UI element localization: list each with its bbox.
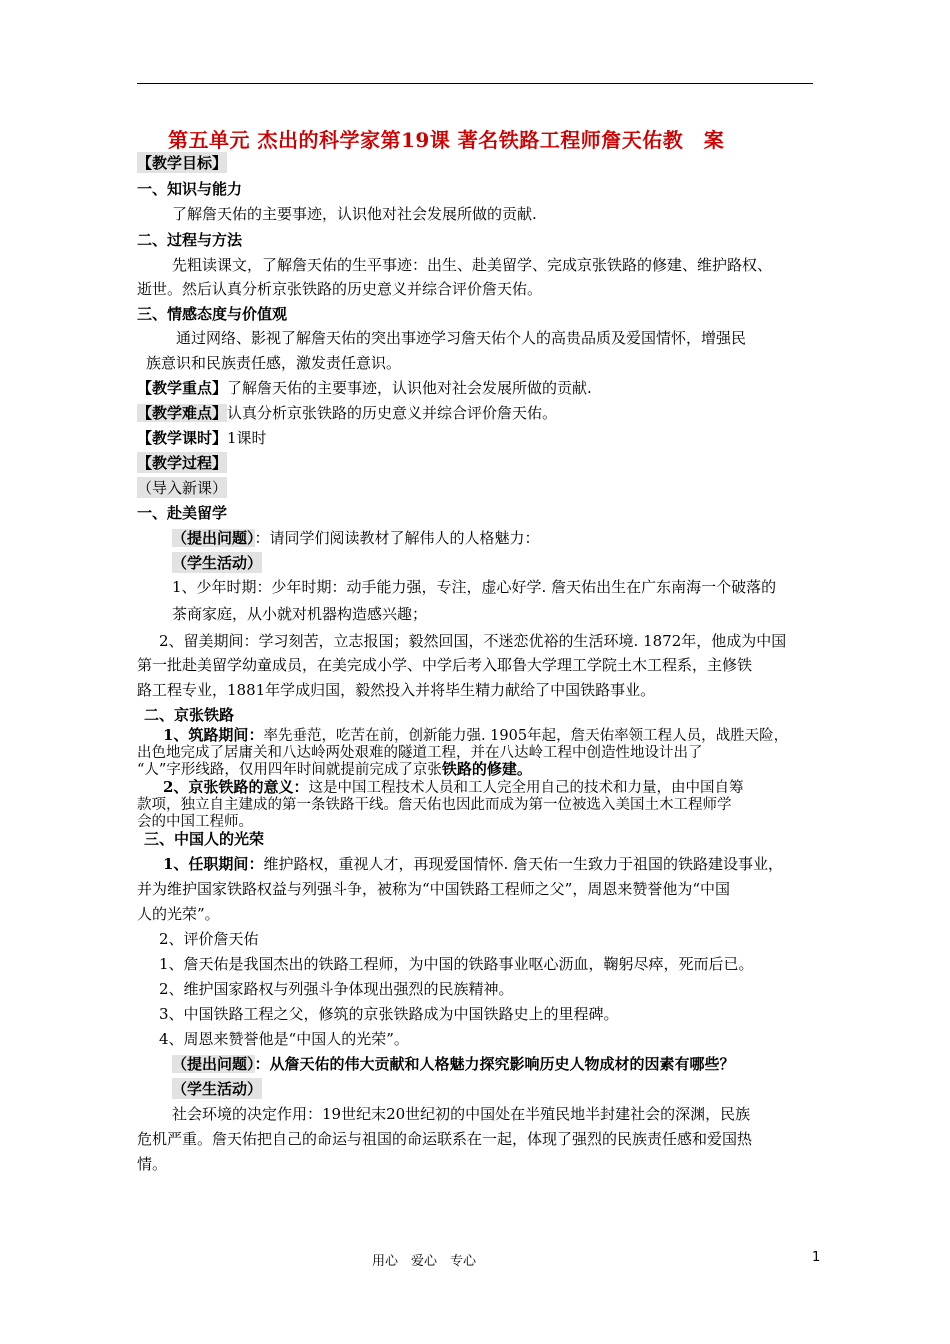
evaluation-item-1: 1、詹天佑是我国杰出的铁路工程师，为中国的铁路事业呕心沥血，鞠躬尽瘁，死而后已。 (159, 955, 754, 973)
activity1-label: （学生活动） (172, 554, 263, 572)
hours-tag: 【教学课时】 (137, 429, 228, 447)
part2-item1-line-2: 出色地完成了居庸关和八达岭两处艰难的隧道工程，并在八达岭工程中创造性地设计出了 (137, 745, 703, 761)
process-tag: 【教学过程】 (137, 454, 228, 472)
part2-item1-label: 1、筑路期间： (163, 726, 264, 744)
conclusion-line-2: 危机严重。詹天佑把自己的命运与祖国的命运联系在一起，体现了强烈的民族责任感和爱国热 (137, 1130, 753, 1148)
section-emotion-text-2: 族意识和民族责任感，激发责任意识。 (146, 354, 402, 372)
intro-label: （导入新课） (137, 479, 228, 497)
part1-line-4: 第一批赴美留学幼童成员，在美完成小学、中学后考入耶鲁大学理工学院土木工程系，主修铁 (137, 656, 753, 674)
part2-item1-line-3-bold: 铁路的修建。 (441, 760, 532, 778)
question2-text: ：从詹天佑的伟大贡献和人格魅力探究影响历史人物成材的因素有哪些？ (254, 1055, 735, 1073)
goals-tag: 【教学目标】 (137, 154, 228, 172)
part1-line-2: 茶商家庭，从小就对机器构造感兴趣； (172, 605, 428, 623)
part1-line-5: 路工程专业，1881年学成归国，毅然投入并将毕生精力献给了中国铁路事业。 (137, 681, 656, 699)
part3-item1-line-3: 人的光荣”。 (137, 905, 220, 923)
part3-item1-line-2: 并为维护国家铁路权益与列强斗争，被称为“中国铁路工程师之父”，周恩来赞誉他为“中国 (137, 880, 731, 898)
question2-label: （提出问题） (172, 1055, 255, 1073)
page-number: 1 (812, 1250, 821, 1265)
key-point-text: 了解詹天佑的主要事迹，认识他对社会发展所做的贡献. (227, 379, 592, 397)
activity2-label: （学生活动） (172, 1080, 263, 1098)
part2-item1-line-3: “人”字形线路，仅用四年时间就提前完成了京张 (137, 762, 442, 778)
question1-label: （提出问题） (172, 529, 255, 547)
evaluation-item-2: 2、维护国家路权与列强斗争体现出强烈的民族精神。 (159, 980, 514, 998)
page-footer: 用心 爱心 专心 (372, 1254, 477, 1269)
part3-heading: 三、中国人的光荣 (144, 830, 265, 848)
evaluation-item-3: 3、中国铁路工程之父，修筑的京张铁路成为中国铁路史上的里程碑。 (159, 1005, 619, 1023)
part1-line-3: 2、留美期间：学习刻苦，立志报国；毅然回国，不迷恋优裕的生活环境. 1872年，他成为中国 (159, 632, 787, 650)
part2-item2-label: 2、京张铁路的意义： (163, 778, 309, 796)
header-rule (137, 83, 813, 84)
section-method-text-1: 先粗读课文，了解詹天佑的生平事迹：出生、赴美留学、完成京张铁路的修建、维护路权、 (172, 256, 773, 274)
part2-item2-line-3: 会的中国工程师。 (137, 814, 253, 830)
part3-item1-line-1: 维护路权，重视人才，再现爱国情怀. 詹天佑一生致力于祖国的铁路建设事业， (263, 855, 783, 873)
difficulty-text: 认真分析京张铁路的历史意义并综合评价詹天佑。 (227, 404, 558, 422)
hours-text: 1课时 (227, 429, 267, 447)
evaluation-item-4: 4、周恩来赞誉他是“中国人的光荣”。 (159, 1030, 409, 1048)
conclusion-line-1: 社会环境的决定作用：19世纪末20世纪初的中国处在半殖民地半封建社会的深渊，民族 (172, 1105, 751, 1123)
section-knowledge-heading: 一、知识与能力 (137, 180, 243, 198)
part2-item2-line-1: 这是中国工程技术人员和工人完全用自己的技术和力量，由中国自筹 (308, 780, 744, 796)
conclusion-line-3: 情。 (137, 1155, 168, 1173)
section-knowledge-text: 了解詹天佑的主要事迹，认识他对社会发展所做的贡献. (172, 205, 537, 223)
section-emotion-text-1: 通过网络、影视了解詹天佑的突出事迹学习詹天佑个人的高贵品质及爱国情怀，增强民 (176, 329, 747, 347)
part1-heading: 一、赴美留学 (137, 504, 228, 522)
question1-text: ：请同学们阅读教材了解伟人的人格魅力： (254, 529, 540, 547)
part3-item2-heading: 2、评价詹天佑 (159, 930, 259, 948)
part2-heading: 二、京张铁路 (144, 706, 235, 724)
difficulty-tag: 【教学难点】 (137, 404, 228, 422)
part2-item2-line-2: 款项，独立自主建成的第一条铁路干线。詹天佑也因此而成为第一位被选入美国土木工程师学 (137, 797, 732, 813)
section-method-text-2: 逝世。然后认真分析京张铁路的历史意义并综合评价詹天佑。 (137, 280, 543, 298)
part2-item1-line-1: 率先垂范，吃苦在前，创新能力强. 1905年起，詹天佑率领工程人员，战胜天险， (263, 728, 789, 744)
key-point-tag: 【教学重点】 (137, 379, 228, 397)
page-title: 第五单元 杰出的科学家第19课 著名铁路工程师詹天佑教 案 (168, 128, 725, 152)
section-emotion-heading: 三、情感态度与价值观 (137, 305, 288, 323)
section-method-heading: 二、过程与方法 (137, 231, 243, 249)
part3-item1-label: 1、任职期间： (163, 855, 264, 873)
part1-line-1: 1、少年时期：少年时期：动手能力强，专注，虚心好学. 詹天佑出生在广东南海一个破落的 (172, 578, 777, 596)
